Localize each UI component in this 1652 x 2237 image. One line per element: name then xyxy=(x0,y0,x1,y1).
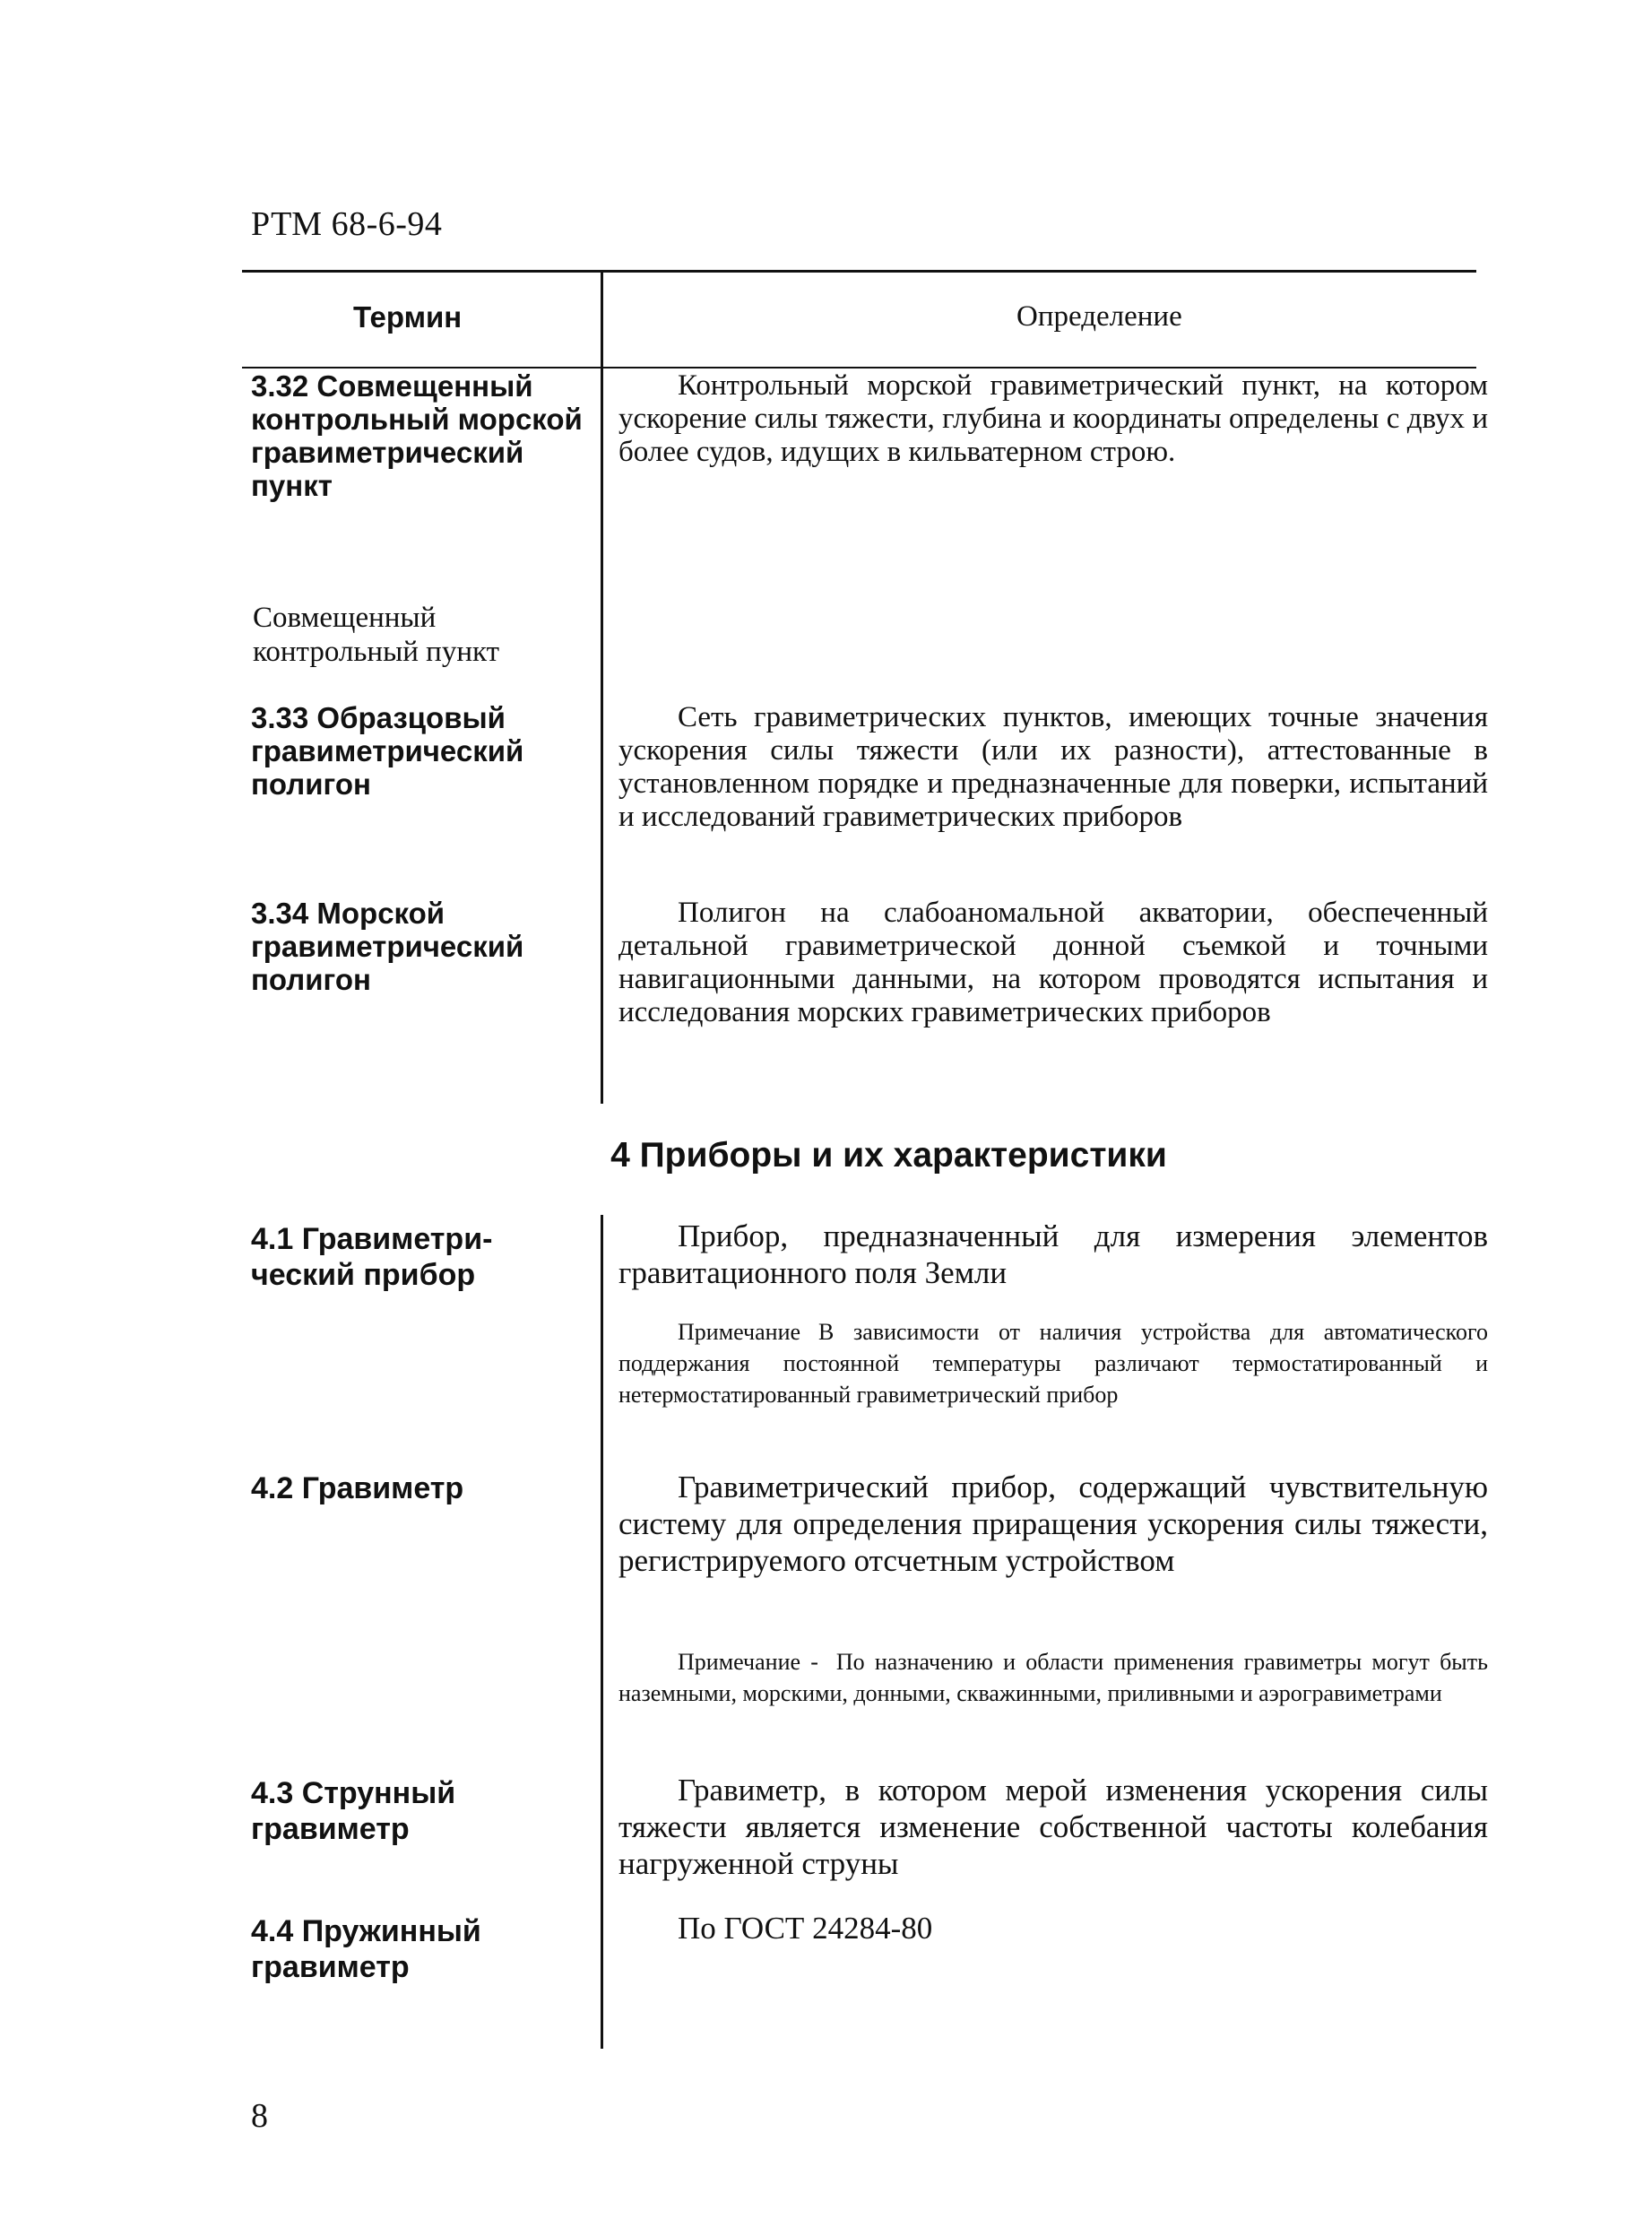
term-4-1: 4.1 Гравиметри-ческий прибор xyxy=(251,1222,493,1292)
definition-4-2: Гравиметрический прибор, содержащий чувствительную систему для определения приращения ускорения силы тяжести, регистрируемого отсчетным устройством xyxy=(618,1470,1488,1578)
definition-4-4: По ГОСТ 24284-80 xyxy=(678,1911,933,1946)
term-3-34: 3.34 Морской гравиметрический полигон xyxy=(251,897,524,996)
term-3-32: 3.32 Совмещенный контрольный морской гравиметрический пункт xyxy=(251,369,583,502)
note-label: Примечание - xyxy=(678,1649,818,1675)
document-code: РТМ 68-6-94 xyxy=(251,205,443,243)
term-4-4: 4.4 Пружинный гравиметр xyxy=(251,1914,481,1984)
note-4-1 xyxy=(618,1316,1488,1410)
note-4-2 xyxy=(618,1646,1488,1709)
note-text: По назначению и области применения гравиметры могут быть наземными, морскими, донными, скважинными, приливными и аэрогравиметрами xyxy=(618,1649,1488,1706)
note-label: Примечание xyxy=(678,1319,801,1345)
term-3-33: 3.33 Образцовый гравиметрический полигон xyxy=(251,701,524,801)
table-top-rule xyxy=(242,270,1476,273)
term-3-32-synonym: Совмещенный контрольный пункт xyxy=(253,602,500,668)
column-divider xyxy=(601,270,603,1104)
section-title: 4 Приборы и их характеристики xyxy=(610,1136,1167,1175)
definition-3-34: Полигон на слабоаномальной акватории, обеспеченный детальной гравиметрической донной съемкой и точными навигационными данными, на котором проводятся испытания и исследования морских гравиметрических приборов xyxy=(618,897,1488,1028)
definition-3-33: Сеть гравиметрических пунктов, имеющих точные значения ускорения силы тяжести (или их разности), аттестованные в установленном порядке и предназначенные для поверки, испытаний и исследований гравиметрических приборов xyxy=(618,701,1488,833)
term-4-3: 4.3 Струнный гравиметр xyxy=(251,1776,456,1846)
definition-3-32: Контрольный морской гравиметрический пункт, на котором ускорение силы тяжести, глубина и координаты определены с двух и более судов, идущих в кильватерном строю. xyxy=(618,369,1488,468)
column-header-definition: Определение xyxy=(1016,300,1182,333)
term-4-2: 4.2 Гравиметр xyxy=(251,1471,464,1505)
note-text: В зависимости от наличия устройства для автоматического поддержания постоянной температуры различают термостатированный и нетермостатированный гравиметрический прибор xyxy=(618,1319,1488,1408)
column-divider-section4 xyxy=(601,1215,603,2049)
table-header-rule xyxy=(242,367,1476,368)
definition-4-1: Прибор, предназначенный для измерения элементов гравитационного поля Земли xyxy=(618,1218,1488,1290)
page-number: 8 xyxy=(251,2097,268,2135)
definition-4-3: Гравиметр, в котором мерой изменения ускорения силы тяжести является изменение собственной частоты колебания нагруженной струны xyxy=(618,1773,1488,1881)
column-header-term: Термин xyxy=(353,300,463,334)
